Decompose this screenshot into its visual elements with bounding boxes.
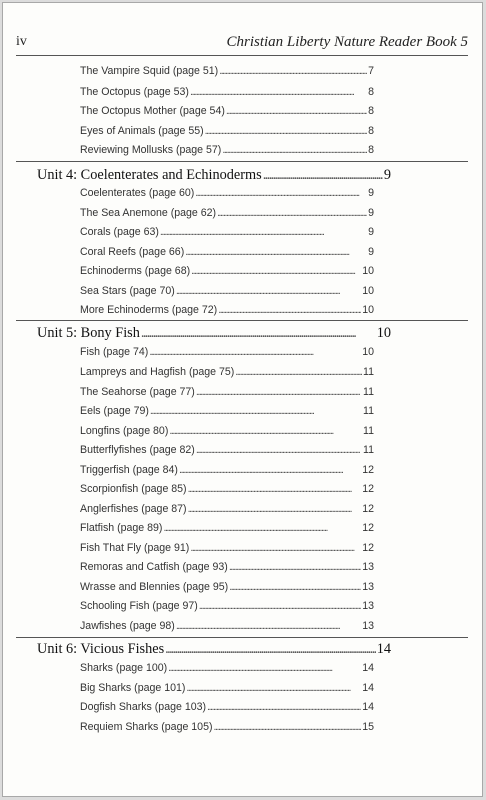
dot-leader xyxy=(176,285,361,297)
entry-page-number: 14 xyxy=(362,662,374,674)
entry-page-number: 12 xyxy=(362,464,374,476)
entry-title: Lampreys and Hagfish (page 75) xyxy=(80,366,235,378)
dot-leader xyxy=(222,144,367,156)
unit-divider-rule xyxy=(16,637,468,638)
toc-entry xyxy=(80,125,374,137)
toc-entry xyxy=(80,86,374,98)
entry-page-number: 8 xyxy=(368,105,374,117)
unit-title: Unit 4: Coelenterates and Echinoderms xyxy=(37,167,262,183)
page-number: iv xyxy=(16,34,27,49)
entry-page-number: 13 xyxy=(362,561,374,573)
entry-page-number: 10 xyxy=(362,265,374,277)
toc-entry xyxy=(80,386,374,398)
unit-divider-rule xyxy=(16,320,468,321)
dot-leader xyxy=(229,561,361,573)
entry-title: Jawfishes (page 98) xyxy=(80,620,175,632)
dot-leader xyxy=(226,105,367,117)
entry-title: Coelenterates (page 60) xyxy=(80,187,195,199)
entry-title: Big Sharks (page 101) xyxy=(80,682,186,694)
dot-leader xyxy=(169,425,362,437)
toc-entry xyxy=(80,226,374,238)
entry-page-number: 15 xyxy=(362,721,374,733)
entry-page-number: 14 xyxy=(362,701,374,713)
toc-entry xyxy=(80,561,374,573)
toc-entry xyxy=(80,701,374,713)
entry-title: Anglerfishes (page 87) xyxy=(80,503,187,515)
toc-entry xyxy=(80,144,374,156)
dot-leader xyxy=(263,167,383,184)
toc-entry xyxy=(80,304,374,316)
toc-entry xyxy=(80,600,374,612)
entry-title: Longfins (page 80) xyxy=(80,425,169,437)
entry-title: Schooling Fish (page 97) xyxy=(80,600,198,612)
entry-page-number: 12 xyxy=(362,522,374,534)
entry-page-number: 13 xyxy=(362,600,374,612)
entry-title: Scorpionfish (page 85) xyxy=(80,483,187,495)
book-page xyxy=(2,2,483,797)
dot-leader xyxy=(195,187,367,199)
dot-leader xyxy=(191,265,361,277)
dot-leader xyxy=(218,304,361,316)
book-title: Christian Liberty Nature Reader Book 5 xyxy=(226,34,468,50)
toc-entry xyxy=(80,207,374,219)
dot-leader xyxy=(205,125,367,137)
toc-entry xyxy=(80,444,374,456)
unit-page-number: 10 xyxy=(376,325,391,341)
entry-page-number: 12 xyxy=(362,542,374,554)
entry-title: The Octopus (page 53) xyxy=(80,86,189,98)
toc-entry xyxy=(80,662,374,674)
toc-entry xyxy=(80,483,374,495)
entry-title: More Echinoderms (page 72) xyxy=(80,304,218,316)
dot-leader xyxy=(214,721,362,733)
toc-entry xyxy=(80,721,374,733)
dot-leader xyxy=(188,503,362,515)
toc-entry xyxy=(80,105,374,117)
toc-entry xyxy=(80,65,374,77)
unit-divider-rule xyxy=(16,161,468,162)
dot-leader xyxy=(186,682,361,694)
dot-leader xyxy=(235,366,362,378)
toc-entry xyxy=(80,246,374,258)
entry-title: The Seahorse (page 77) xyxy=(80,386,195,398)
entry-title: The Vampire Squid (page 51) xyxy=(80,65,219,77)
toc-entry xyxy=(80,405,374,417)
entry-page-number: 11 xyxy=(363,405,374,417)
dot-leader xyxy=(179,464,361,476)
entry-page-number: 11 xyxy=(363,386,374,398)
entry-title: Eels (page 79) xyxy=(80,405,149,417)
dot-leader xyxy=(190,86,367,98)
dot-leader xyxy=(196,386,362,398)
dot-leader xyxy=(149,346,361,358)
entry-page-number: 12 xyxy=(362,503,374,515)
dot-leader xyxy=(185,246,367,258)
unit-page-number: 9 xyxy=(383,167,391,183)
dot-leader xyxy=(196,444,362,456)
toc-entry xyxy=(80,464,374,476)
dot-leader xyxy=(176,620,361,632)
entry-title: Echinoderms (page 68) xyxy=(80,265,191,277)
entry-title: Coral Reefs (page 66) xyxy=(80,246,185,258)
entry-title: Reviewing Mollusks (page 57) xyxy=(80,144,222,156)
toc-entry xyxy=(80,581,374,593)
dot-leader xyxy=(168,662,361,674)
dot-leader xyxy=(188,483,362,495)
toc-unit-heading xyxy=(37,641,391,658)
entry-title: Corals (page 63) xyxy=(80,226,159,238)
toc-entry xyxy=(80,366,374,378)
entry-page-number: 10 xyxy=(362,304,374,316)
entry-page-number: 14 xyxy=(362,682,374,694)
dot-leader xyxy=(163,522,361,534)
entry-page-number: 10 xyxy=(362,285,374,297)
dot-leader xyxy=(199,600,361,612)
entry-page-number: 8 xyxy=(368,144,374,156)
entry-title: Fish (page 74) xyxy=(80,346,149,358)
dot-leader xyxy=(207,701,361,713)
entry-page-number: 8 xyxy=(368,86,374,98)
entry-page-number: 13 xyxy=(362,581,374,593)
entry-title: Remoras and Catfish (page 93) xyxy=(80,561,228,573)
entry-page-number: 9 xyxy=(368,246,374,258)
dot-leader xyxy=(141,325,376,342)
entry-page-number: 11 xyxy=(363,444,374,456)
header-rule xyxy=(16,55,468,56)
toc-unit-heading xyxy=(37,167,391,184)
toc-entry xyxy=(80,265,374,277)
toc-entry xyxy=(80,503,374,515)
dot-leader xyxy=(190,542,361,554)
toc-entry xyxy=(80,187,374,199)
toc-unit-heading xyxy=(37,325,391,342)
entry-page-number: 11 xyxy=(363,366,374,378)
entry-page-number: 8 xyxy=(368,125,374,137)
dot-leader xyxy=(165,641,376,658)
toc-entry xyxy=(80,522,374,534)
entry-title: Wrasse and Blennies (page 95) xyxy=(80,581,229,593)
running-header xyxy=(16,34,468,54)
toc-entry xyxy=(80,346,374,358)
toc-entry xyxy=(80,682,374,694)
entry-page-number: 12 xyxy=(362,483,374,495)
dot-leader xyxy=(160,226,367,238)
entry-title: Triggerfish (page 84) xyxy=(80,464,178,476)
entry-page-number: 9 xyxy=(368,226,374,238)
entry-page-number: 9 xyxy=(368,187,374,199)
entry-title: The Octopus Mother (page 54) xyxy=(80,105,225,117)
dot-leader xyxy=(219,65,367,77)
entry-title: Sea Stars (page 70) xyxy=(80,285,175,297)
entry-page-number: 11 xyxy=(363,425,374,437)
toc-entry xyxy=(80,620,374,632)
toc-entry xyxy=(80,285,374,297)
entry-title: Eyes of Animals (page 55) xyxy=(80,125,204,137)
unit-title: Unit 6: Vicious Fishes xyxy=(37,641,165,657)
toc-entry xyxy=(80,542,374,554)
entry-title: Requiem Sharks (page 105) xyxy=(80,721,213,733)
entry-page-number: 7 xyxy=(368,65,374,77)
unit-page-number: 14 xyxy=(376,641,391,657)
dot-leader xyxy=(217,207,367,219)
entry-page-number: 13 xyxy=(362,620,374,632)
dot-leader xyxy=(150,405,362,417)
entry-page-number: 9 xyxy=(368,207,374,219)
entry-title: Flatfish (page 89) xyxy=(80,522,163,534)
dot-leader xyxy=(229,581,361,593)
toc-entry xyxy=(80,425,374,437)
entry-title: The Sea Anemone (page 62) xyxy=(80,207,217,219)
entry-title: Butterflyfishes (page 82) xyxy=(80,444,195,456)
entry-title: Fish That Fly (page 91) xyxy=(80,542,190,554)
entry-page-number: 10 xyxy=(362,346,374,358)
entry-title: Dogfish Sharks (page 103) xyxy=(80,701,207,713)
unit-title: Unit 5: Bony Fish xyxy=(37,325,140,341)
entry-title: Sharks (page 100) xyxy=(80,662,168,674)
